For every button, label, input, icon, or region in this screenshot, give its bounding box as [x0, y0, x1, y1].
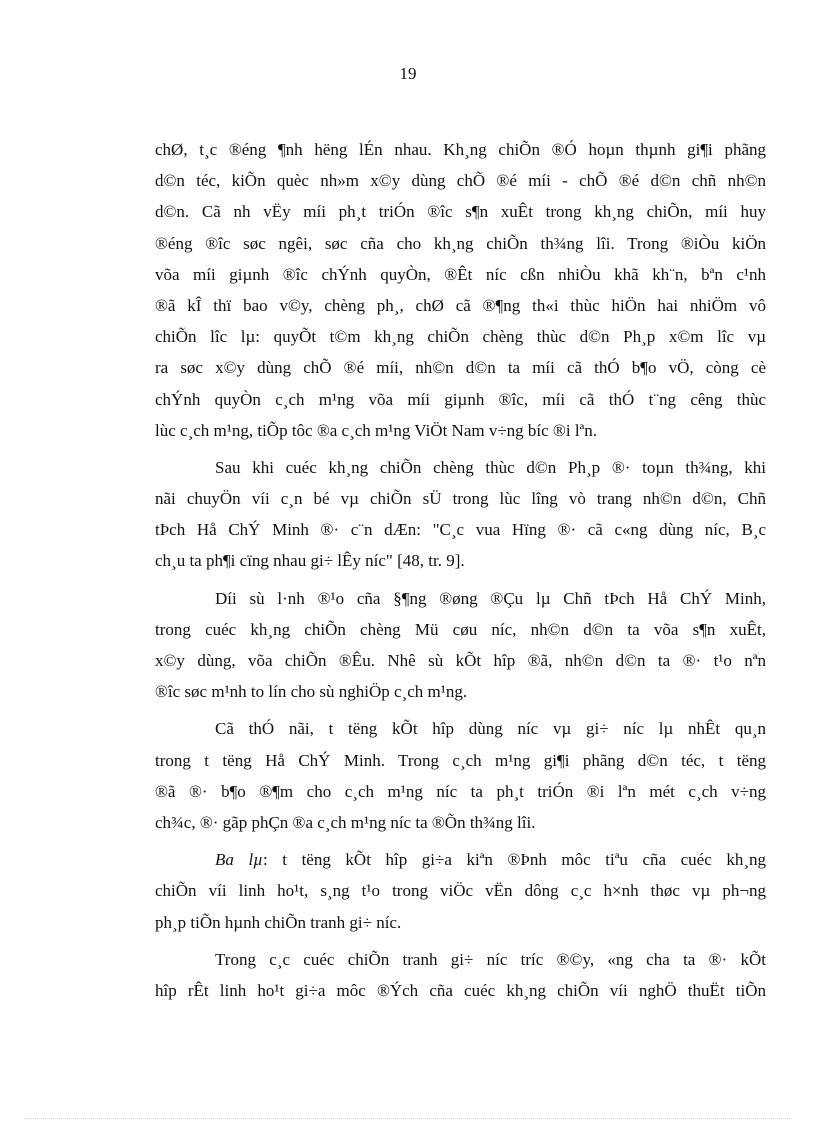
text-line [155, 545, 766, 576]
text-line-content: ra søc x©y dùng chÕ ®é míi, nh©n d©n ta míi cã thÓ b¶o vÖ, còng cè [155, 358, 766, 378]
text-line [155, 514, 766, 545]
text-line [155, 745, 766, 776]
text-line-content: tÞch Hå ChÝ Minh ®· c¨n dÆn: "C¸c vua Hïng ®· cã c«ng dùng níc, B¸c [155, 520, 766, 540]
body-text [155, 134, 766, 1006]
text-line [155, 645, 766, 676]
text-line-content: võa míi giµnh ®îc chÝnh quyÒn, ®Êt níc cßn nhiÒu khã kh¨n, bªn c¹nh [155, 264, 766, 284]
text-line [155, 807, 766, 838]
text-line [155, 259, 766, 290]
text-line [155, 352, 766, 383]
text-line-content: chiÕn lîc lµ: quyÕt t©m kh¸ng chiÕn chèng thùc d©n Ph¸p x©m lîc vµ [155, 327, 766, 347]
text-line-content: d©n téc, kiÕn quèc nh»m x©y dùng chÕ ®é míi - chÕ ®é d©n chñ nh©n [155, 171, 766, 191]
text-line-content: Trong c¸c cuéc chiÕn tranh gi÷ níc tríc ®©y, «ng cha ta ®· kÕt [215, 949, 766, 969]
text-line-content: nãi chuyÖn víi c¸n bé vµ chiÕn sÜ trong lùc lîng vò trang nh©n d©n, Chñ [155, 489, 766, 509]
text-line-content: x©y dùng, võa chiÕn ®Êu. Nhê sù kÕt hîp ®ã, nh©n d©n ta ®· t¹o nªn [155, 651, 766, 670]
text-line [155, 483, 766, 514]
text-line-content: trong t tëng Hå ChÝ Minh. Trong c¸ch m¹ng gi¶i phãng d©n téc, t tëng [155, 750, 766, 770]
text-line [155, 196, 766, 227]
text-line [155, 676, 766, 707]
text-line [155, 944, 766, 975]
text-line-content: d©n. Cã nh vËy míi ph¸t triÓn ®îc s¶n xuÊt trong kh¸ng chiÕn, míi huy [155, 202, 766, 222]
text-line [155, 384, 766, 415]
text-line [155, 776, 766, 807]
text-line-content: ch¸u ta ph¶i cïng nhau gi÷ lÊy níc" [48, tr. 9]. [155, 551, 465, 571]
text-line-content: ®ã ®· b¶o ®¶m cho c¸ch m¹ng níc ta ph¸t triÓn ®i lªn mét c¸ch v÷ng [155, 781, 766, 801]
text-line [155, 321, 766, 352]
text-line [155, 975, 766, 1006]
text-line-content: Díi sù l·nh ®¹o cña §¶ng ®øng ®Çu lµ Chñ tÞch Hå ChÝ Minh, [215, 588, 766, 608]
text-line [155, 134, 766, 165]
text-line-content: Sau khi cuéc kh¸ng chiÕn chèng thùc d©n Ph¸p ®· toµn th¾ng, khi [215, 457, 766, 477]
italic-lead: Ba lµ [215, 850, 263, 870]
text-line [155, 452, 766, 483]
text-line-content: hîp rÊt linh ho¹t gi÷a môc ®Ých cña cuéc kh¸ng chiÕn víi nghÖ thuËt tiÕn [155, 980, 766, 1000]
text-line-content: chiÕn víi linh ho¹t, s¸ng t¹o trong viÖc vËn dông c¸c h×nh thøc vµ ph¬ng [155, 881, 766, 901]
text-line [155, 583, 766, 614]
text-line [155, 844, 766, 875]
text-line-content: chÝnh quyÒn c¸ch m¹ng võa míi giµnh ®îc, míi cã thÓ t¨ng cêng thùc [155, 389, 766, 409]
page-bottom-rule [24, 1118, 792, 1119]
page-number: 19 [399, 64, 417, 83]
text-line-content: ch¾c, ®· gãp phÇn ®a c¸ch m¹ng níc ta ®Õn th¾ng lîi. [155, 812, 536, 832]
text-line-content: lùc c¸ch m¹ng, tiÕp tôc ®a c¸ch m¹ng ViÖt Nam v÷ng bíc ®i lªn. [155, 420, 597, 440]
text-line [155, 614, 766, 645]
text-line-content: ®ã kÎ thï bao v©y, chèng ph¸, chØ cã ®¶ng th«i thùc hiÖn hai nhiÖm vô [155, 295, 766, 315]
text-line-content: : t tëng kÕt hîp gi÷a kiªn ®Þnh môc tiªu cña cuéc kh¸ng [262, 850, 766, 870]
text-line-content: chØ, t¸c ®éng ¶nh hëng lÉn nhau. Kh¸ng chiÕn ®Ó hoµn thµnh gi¶i phãng [155, 140, 766, 159]
text-line-content: Cã thÓ nãi, t tëng kÕt hîp dùng níc vµ gi÷ níc lµ nhÊt qu¸n [215, 719, 766, 739]
text-line [155, 415, 766, 446]
text-line [155, 713, 766, 744]
text-line-content: ®éng ®îc søc ngêi, søc cña cho kh¸ng chiÕn th¾ng lîi. Trong ®iÒu kiÖn [155, 233, 766, 253]
text-line [155, 165, 766, 196]
text-line [155, 290, 766, 321]
text-line [155, 907, 766, 938]
text-line-content: ®îc søc m¹nh to lín cho sù nghiÖp c¸ch m¹ng. [155, 682, 468, 702]
text-line [155, 228, 766, 259]
text-line [155, 875, 766, 906]
text-line-content: ph¸p tiÕn hµnh chiÕn tranh gi÷ níc. [155, 912, 402, 932]
text-line-content: trong cuéc kh¸ng chiÕn chèng Mü cøu níc, nh©n d©n ta võa s¶n xuÊt, [155, 619, 766, 639]
